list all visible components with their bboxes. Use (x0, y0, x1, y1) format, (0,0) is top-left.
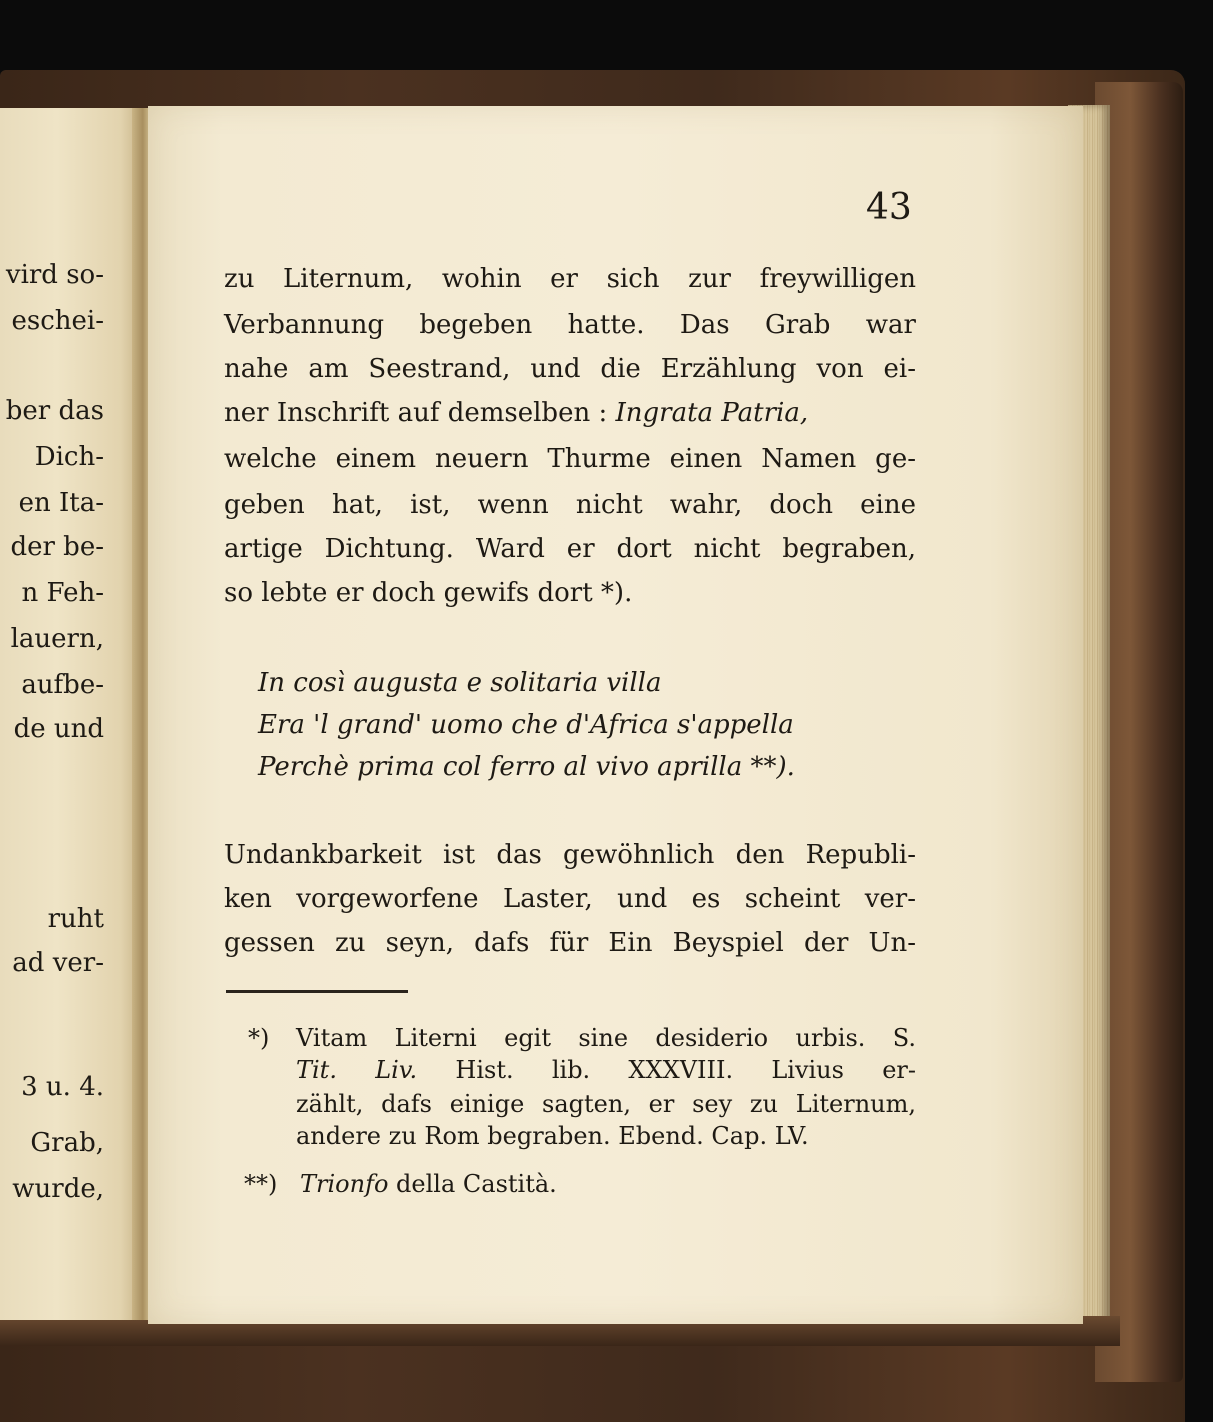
page-number: 43 (866, 187, 912, 228)
body-line: Verbannung begeben hatte. Das Grab war (224, 310, 916, 340)
left-page-line: Dich- (34, 442, 104, 472)
body-line: so lebte er doch gewifs dort *). (224, 578, 633, 608)
footnote-italic-text: Tit. Liv. (296, 1056, 418, 1084)
footnote-text: Hist. lib. XXXVIII. Livius er- (455, 1056, 916, 1084)
left-page-line: ad ver- (12, 948, 104, 978)
body-line: artige Dichtung. Ward er dort nicht begraben, (224, 534, 916, 564)
footnote-text: della Castità. (396, 1170, 557, 1198)
body-line: ken vorgeworfene Laster, und es scheint ver- (224, 884, 916, 914)
footnote-line (300, 1170, 920, 1198)
left-page-line: vird so- (5, 260, 104, 290)
verse-line: Era 'l grand' uomo che d'Africa s'appella (258, 710, 794, 740)
body-line-with-inscription (224, 398, 916, 428)
left-page-line: eschei- (11, 306, 104, 336)
left-page-line: lauern, (10, 624, 104, 654)
left-page-line: en Ita- (18, 488, 104, 518)
footnote-rule (226, 990, 408, 993)
body-line: welche einem neuern Thurme einen Namen ge- (224, 444, 916, 474)
left-page-line: ruht (47, 904, 104, 934)
body-line-text: ner Inschrift auf demselben : (224, 398, 608, 428)
footnote-marker: **) (244, 1170, 278, 1198)
left-page-line: 3 u. 4. (21, 1072, 104, 1102)
left-page-line: ber das (5, 396, 104, 426)
inscription-text: Ingrata Patria, (615, 398, 809, 428)
left-page-line: aufbe- (21, 670, 104, 700)
footnote-line: Vitam Literni egit sine desiderio urbis. S. (296, 1024, 916, 1052)
body-line: Undankbarkeit ist das gewöhnlich den Republi- (224, 840, 916, 870)
body-line: nahe am Seestrand, und die Erzählung von ei- (224, 354, 916, 384)
footnote-line (296, 1056, 916, 1084)
left-page-line: n Feh- (21, 578, 104, 608)
left-page (0, 108, 142, 1320)
body-line: gessen zu seyn, dafs für Ein Beyspiel der Un- (224, 928, 916, 958)
footnote-line: zählt, dafs einige sagten, er sey zu Liternum, (296, 1090, 916, 1118)
footnote-line: andere zu Rom begraben. Ebend. Cap. LV. (296, 1122, 809, 1150)
left-page-line: de und (13, 714, 104, 744)
footnote-marker: *) (248, 1024, 270, 1052)
body-line: zu Liternum, wohin er sich zur freywilligen (224, 264, 916, 294)
left-page-line: der be- (10, 532, 104, 562)
verse-line: In così augusta e solitaria villa (258, 668, 662, 698)
left-page-line: wurde, (12, 1174, 104, 1204)
left-page-line: Grab, (30, 1128, 104, 1158)
body-line: geben hat, ist, wenn nicht wahr, doch eine (224, 490, 916, 520)
verse-line: Perchè prima col ferro al vivo aprilla **). (258, 752, 795, 782)
footnote-italic-text: Trionfo (300, 1170, 389, 1198)
